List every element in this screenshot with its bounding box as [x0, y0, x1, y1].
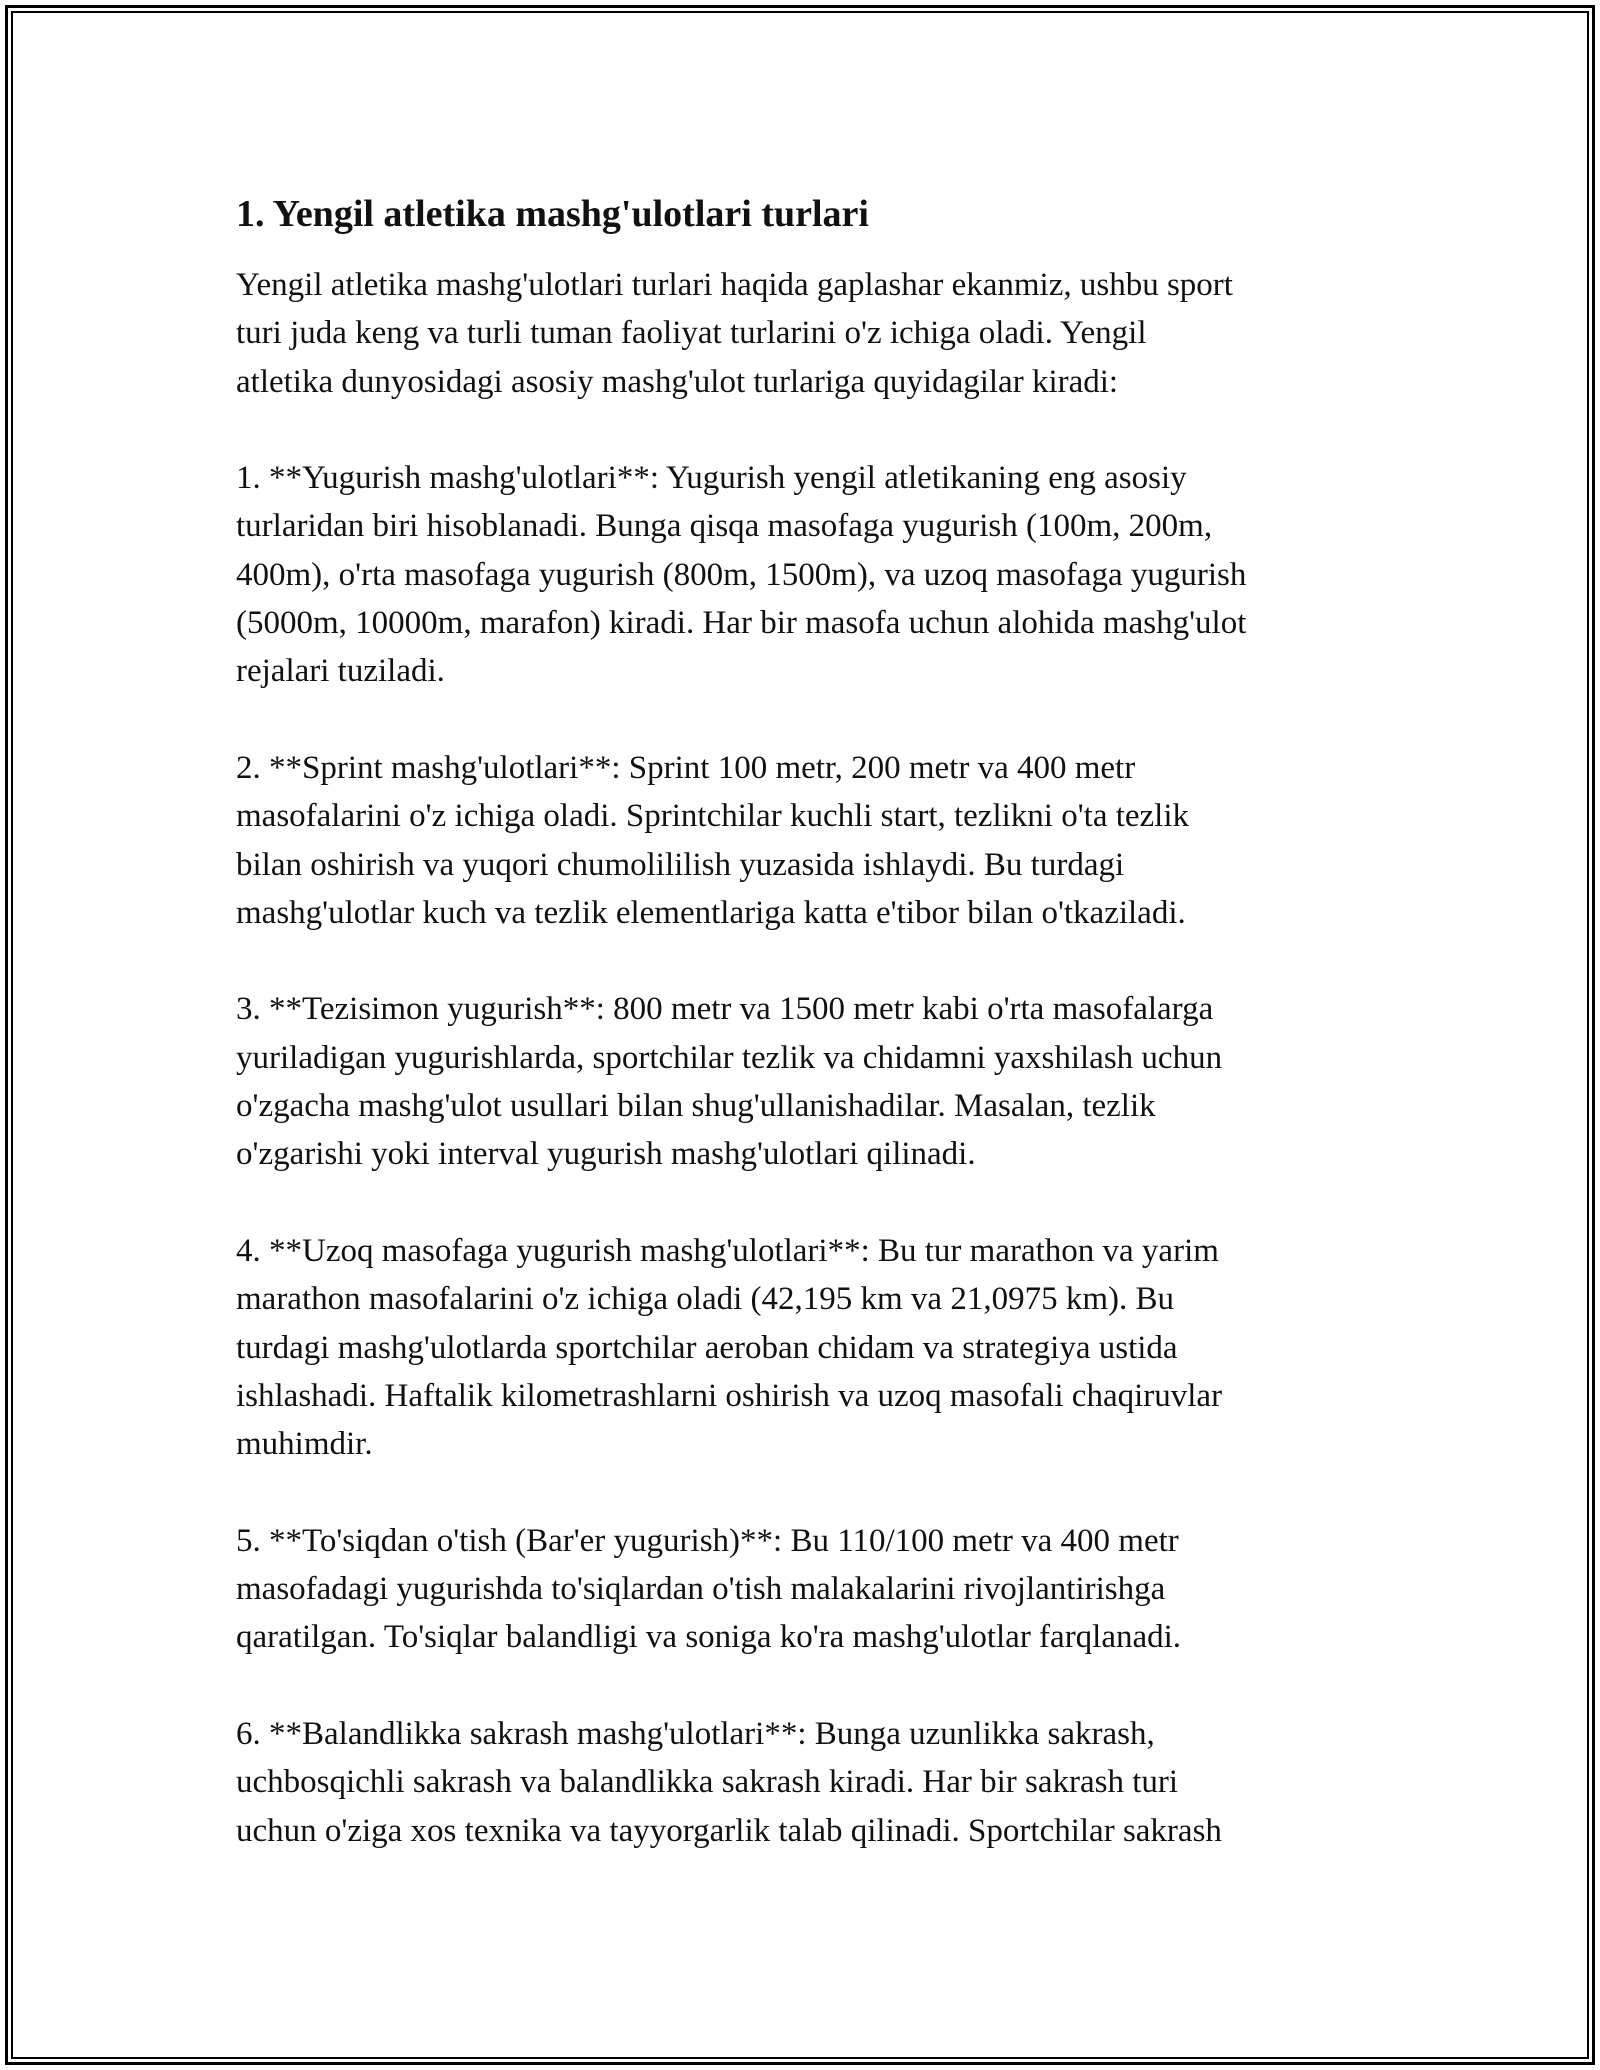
- text-line: turdagi mashg'ulotlarda sportchilar aeroban chidam va strategiya ustida: [236, 1329, 1178, 1366]
- text-line: masofadagi yugurishda to'siqlardan o'tish malakalarini rivojlantirishga: [236, 1571, 1166, 1608]
- text-line: 1. **Yugurish mashg'ulotlari**: Yugurish yengil atletikaning eng asosiy: [236, 460, 1187, 497]
- text-line: o'zgacha mashg'ulot usullari bilan shug'ullanishadilar. Masalan, tezlik: [236, 1088, 1156, 1125]
- text-line: Yengil atletika mashg'ulotlari turlari haqida gaplashar ekanmiz, ushbu sport: [236, 267, 1233, 303]
- list-item-tempo-running: [236, 985, 1366, 1178]
- text-line: muhimdir.: [236, 1426, 373, 1463]
- list-item-running: [236, 454, 1366, 695]
- text-line: marathon masofalarini o'z ichiga oladi (42,195 km va 21,0975 km). Bu: [236, 1281, 1174, 1318]
- list-item-sprint: [236, 744, 1366, 937]
- intro-paragraph: [236, 261, 1366, 406]
- text-line: 5. **To'siqdan o'tish (Bar'er yugurish)**: Bu 110/100 metr va 400 metr: [236, 1522, 1179, 1559]
- text-line: rejalari tuziladi.: [236, 653, 445, 690]
- text-line: uchbosqichli sakrash va balandlikka sakrash kiradi. Har bir sakrash turi: [236, 1764, 1179, 1801]
- text-line: 2. **Sprint mashg'ulotlari**: Sprint 100 metr, 200 metr va 400 metr: [236, 749, 1136, 786]
- text-line: bilan oshirish va yuqori chumolililish yuzasida ishlaydi. Bu turdagi: [236, 846, 1125, 883]
- text-line: 400m), o'rta masofaga yugurish (800m, 1500m), va uzoq masofaga yugurish: [236, 556, 1247, 593]
- document-body: [236, 185, 1366, 1903]
- text-line: 4. **Uzoq masofaga yugurish mashg'ulotlari**: Bu tur marathon va yarim: [236, 1232, 1219, 1269]
- text-line: yuriladigan yugurishlarda, sportchilar tezlik va chidamni yaxshilash uchun: [236, 1039, 1223, 1076]
- text-line: 6. **Balandlikka sakrash mashg'ulotlari**: Bunga uzunlikka sakrash,: [236, 1715, 1155, 1752]
- text-line: ishlashadi. Haftalik kilometrashlarni oshirish va uzoq masofali chaqiruvlar: [236, 1377, 1223, 1414]
- text-line: masofalarini o'z ichiga oladi. Sprintchilar kuchli start, tezlikni o'ta tezlik: [236, 798, 1190, 835]
- text-line: o'zgarishi yoki interval yugurish mashg'ulotlari qilinadi.: [236, 1136, 976, 1173]
- text-line: turi juda keng va turli tuman faoliyat turlarini o'z ichiga oladi. Yengil: [236, 315, 1147, 352]
- document-heading: 1. Yengil atletika mashg'ulotlari turlari: [236, 193, 869, 235]
- list-item-long-distance: [236, 1227, 1366, 1468]
- list-item-hurdles: [236, 1517, 1366, 1662]
- text-line: mashg'ulotlar kuch va tezlik elementlariga katta e'tibor bilan o'tkaziladi.: [236, 894, 1186, 931]
- text-line: 3. **Tezisimon yugurish**: 800 metr va 1500 metr kabi o'rta masofalarga: [236, 991, 1214, 1028]
- text-line: atletika dunyosidagi asosiy mashg'ulot turlariga quyidagilar kiradi:: [236, 363, 1119, 400]
- text-line: turlaridan biri hisoblanadi. Bunga qisqa masofaga yugurish (100m, 200m,: [236, 508, 1213, 545]
- list-item-jumping: [236, 1710, 1366, 1855]
- text-line: uchun o'ziga xos texnika va tayyorgarlik talab qilinadi. Sportchilar sakrash: [236, 1812, 1222, 1849]
- text-line: qaratilgan. To'siqlar balandligi va soniga ko'ra mashg'ulotlar farqlanadi.: [236, 1619, 1182, 1656]
- text-line: (5000m, 10000m, marafon) kiradi. Har bir masofa uchun alohida mashg'ulot: [236, 605, 1247, 642]
